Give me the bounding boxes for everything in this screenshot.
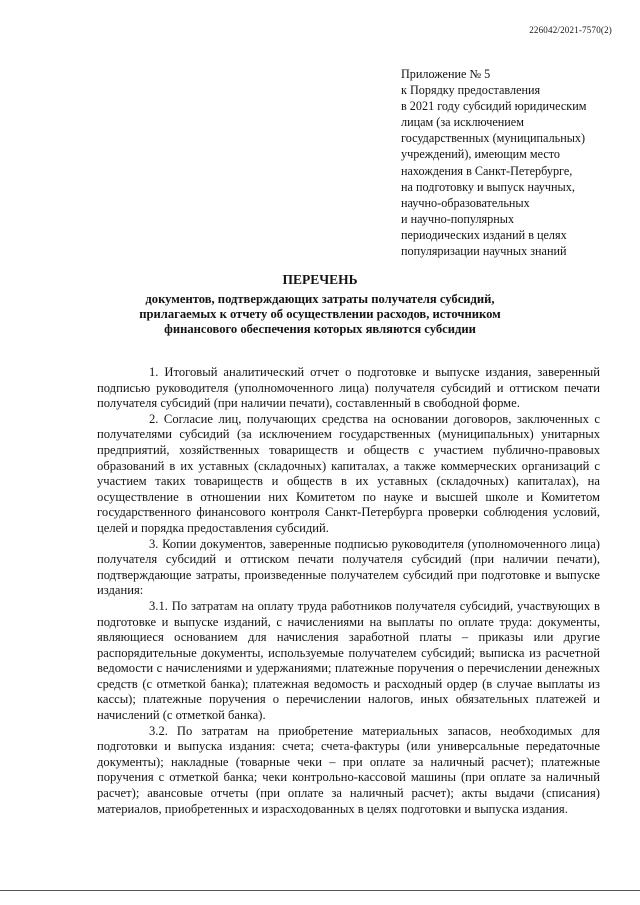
appendix-line: научно-образовательных [401, 195, 530, 210]
document-title: ПЕРЕЧЕНЬ [282, 272, 358, 287]
document-title-block [0, 272, 640, 338]
appendix-line: периодических изданий в целях [401, 227, 567, 242]
document-body [97, 365, 600, 817]
appendix-line: учреждений), имеющим место [401, 147, 560, 162]
paragraph-3: 3. Копии документов, заверенные подписью руководителя (уполномоченного лица) получателя субсидий и оттиском печати получателя субсидий (при наличии печати), подтверждающие затраты, произведенные получателем субсидий при подготовке и выпуске издания: [97, 536, 600, 598]
appendix-line: в 2021 году субсидий юридическим [401, 99, 587, 114]
appendix-line: лицам (за исключением [401, 115, 524, 130]
paragraph-3-2: 3.2. По затратам на приобретение материальных запасов, необходимых для подготовки и выпуска издания: счета; счета-фактуры (или универсальные передаточные документы); накладные (товарные чеки – при оплате за наличный расчет); платежные поручения с отметкой банка; чеки контрольно-кассовой машины (при оплате за наличный расчет); авансовые отчеты (при оплате за наличный расчет); акты выдачи (списания) материалов, приобретенных и израсходованных в целях подготовки и выпуска издания. [97, 723, 600, 816]
document-subtitle-line: прилагаемых к отчету об осуществлении расходов, источником [139, 307, 501, 322]
appendix-header [401, 66, 616, 259]
appendix-line: нахождения в Санкт-Петербурге, [401, 163, 573, 178]
document-number: 226042/2021-7570(2) [529, 25, 612, 35]
appendix-line: популяризации научных знаний [401, 244, 567, 259]
paragraph-2: 2. Согласие лиц, получающих средства на основании договоров, заключенных с получателями субсидий (за исключением государственных (муниципальных) унитарных предприятий, хозяйственных товариществ и обществ с участием публично-правовых образований в их уставных (складочных) капиталах, а также коммерческих организаций с участием таких товариществ и обществ в их уставных (складочных) капиталах), на осуществление в отношении них Комитетом по науке и высшей школе и Комитетом государственного финансового контроля Санкт-Петербурга проверки соблюдения условий, целей и порядка предоставления субсидий. [97, 411, 600, 535]
appendix-line: на подготовку и выпуск научных, [401, 179, 575, 194]
appendix-line: к Порядку предоставления [401, 83, 541, 98]
scan-edge-line [0, 890, 640, 891]
paragraph-3-1: 3.1. По затратам на оплату труда работников получателя субсидий, участвующих в подготовке и выпуске изданий, с начислениями на выплаты по оплате труда: документы, являющиеся основанием для начисления заработной платы – приказы или другие распорядительные документы, используемые получателем субсидий; выписка из расчетной ведомости с начислениями и удержаниями; платежные поручения о перечислении денежных средств (с отметкой банка); платежная ведомость и расходный ордер (в случае выплаты из кассы); платежные поручения о перечислении налогов, иных обязательных платежей и начислений (с отметкой банка). [97, 598, 600, 723]
appendix-line: и научно-популярных [401, 211, 515, 226]
appendix-line: государственных (муниципальных) [401, 131, 586, 146]
document-subtitle-line: финансового обеспечения которых являются субсидии [164, 322, 476, 337]
document-subtitle-line: документов, подтверждающих затраты получателя субсидий, [145, 292, 495, 306]
appendix-line: Приложение № 5 [401, 67, 491, 81]
paragraph-1: 1. Итоговый аналитический отчет о подготовке и выпуске издания, заверенный подписью руководителя (уполномоченного лица) получателя субсидий и оттиском печати получателя субсидий (при наличии печати), составленный в свободной форме. [97, 365, 600, 411]
